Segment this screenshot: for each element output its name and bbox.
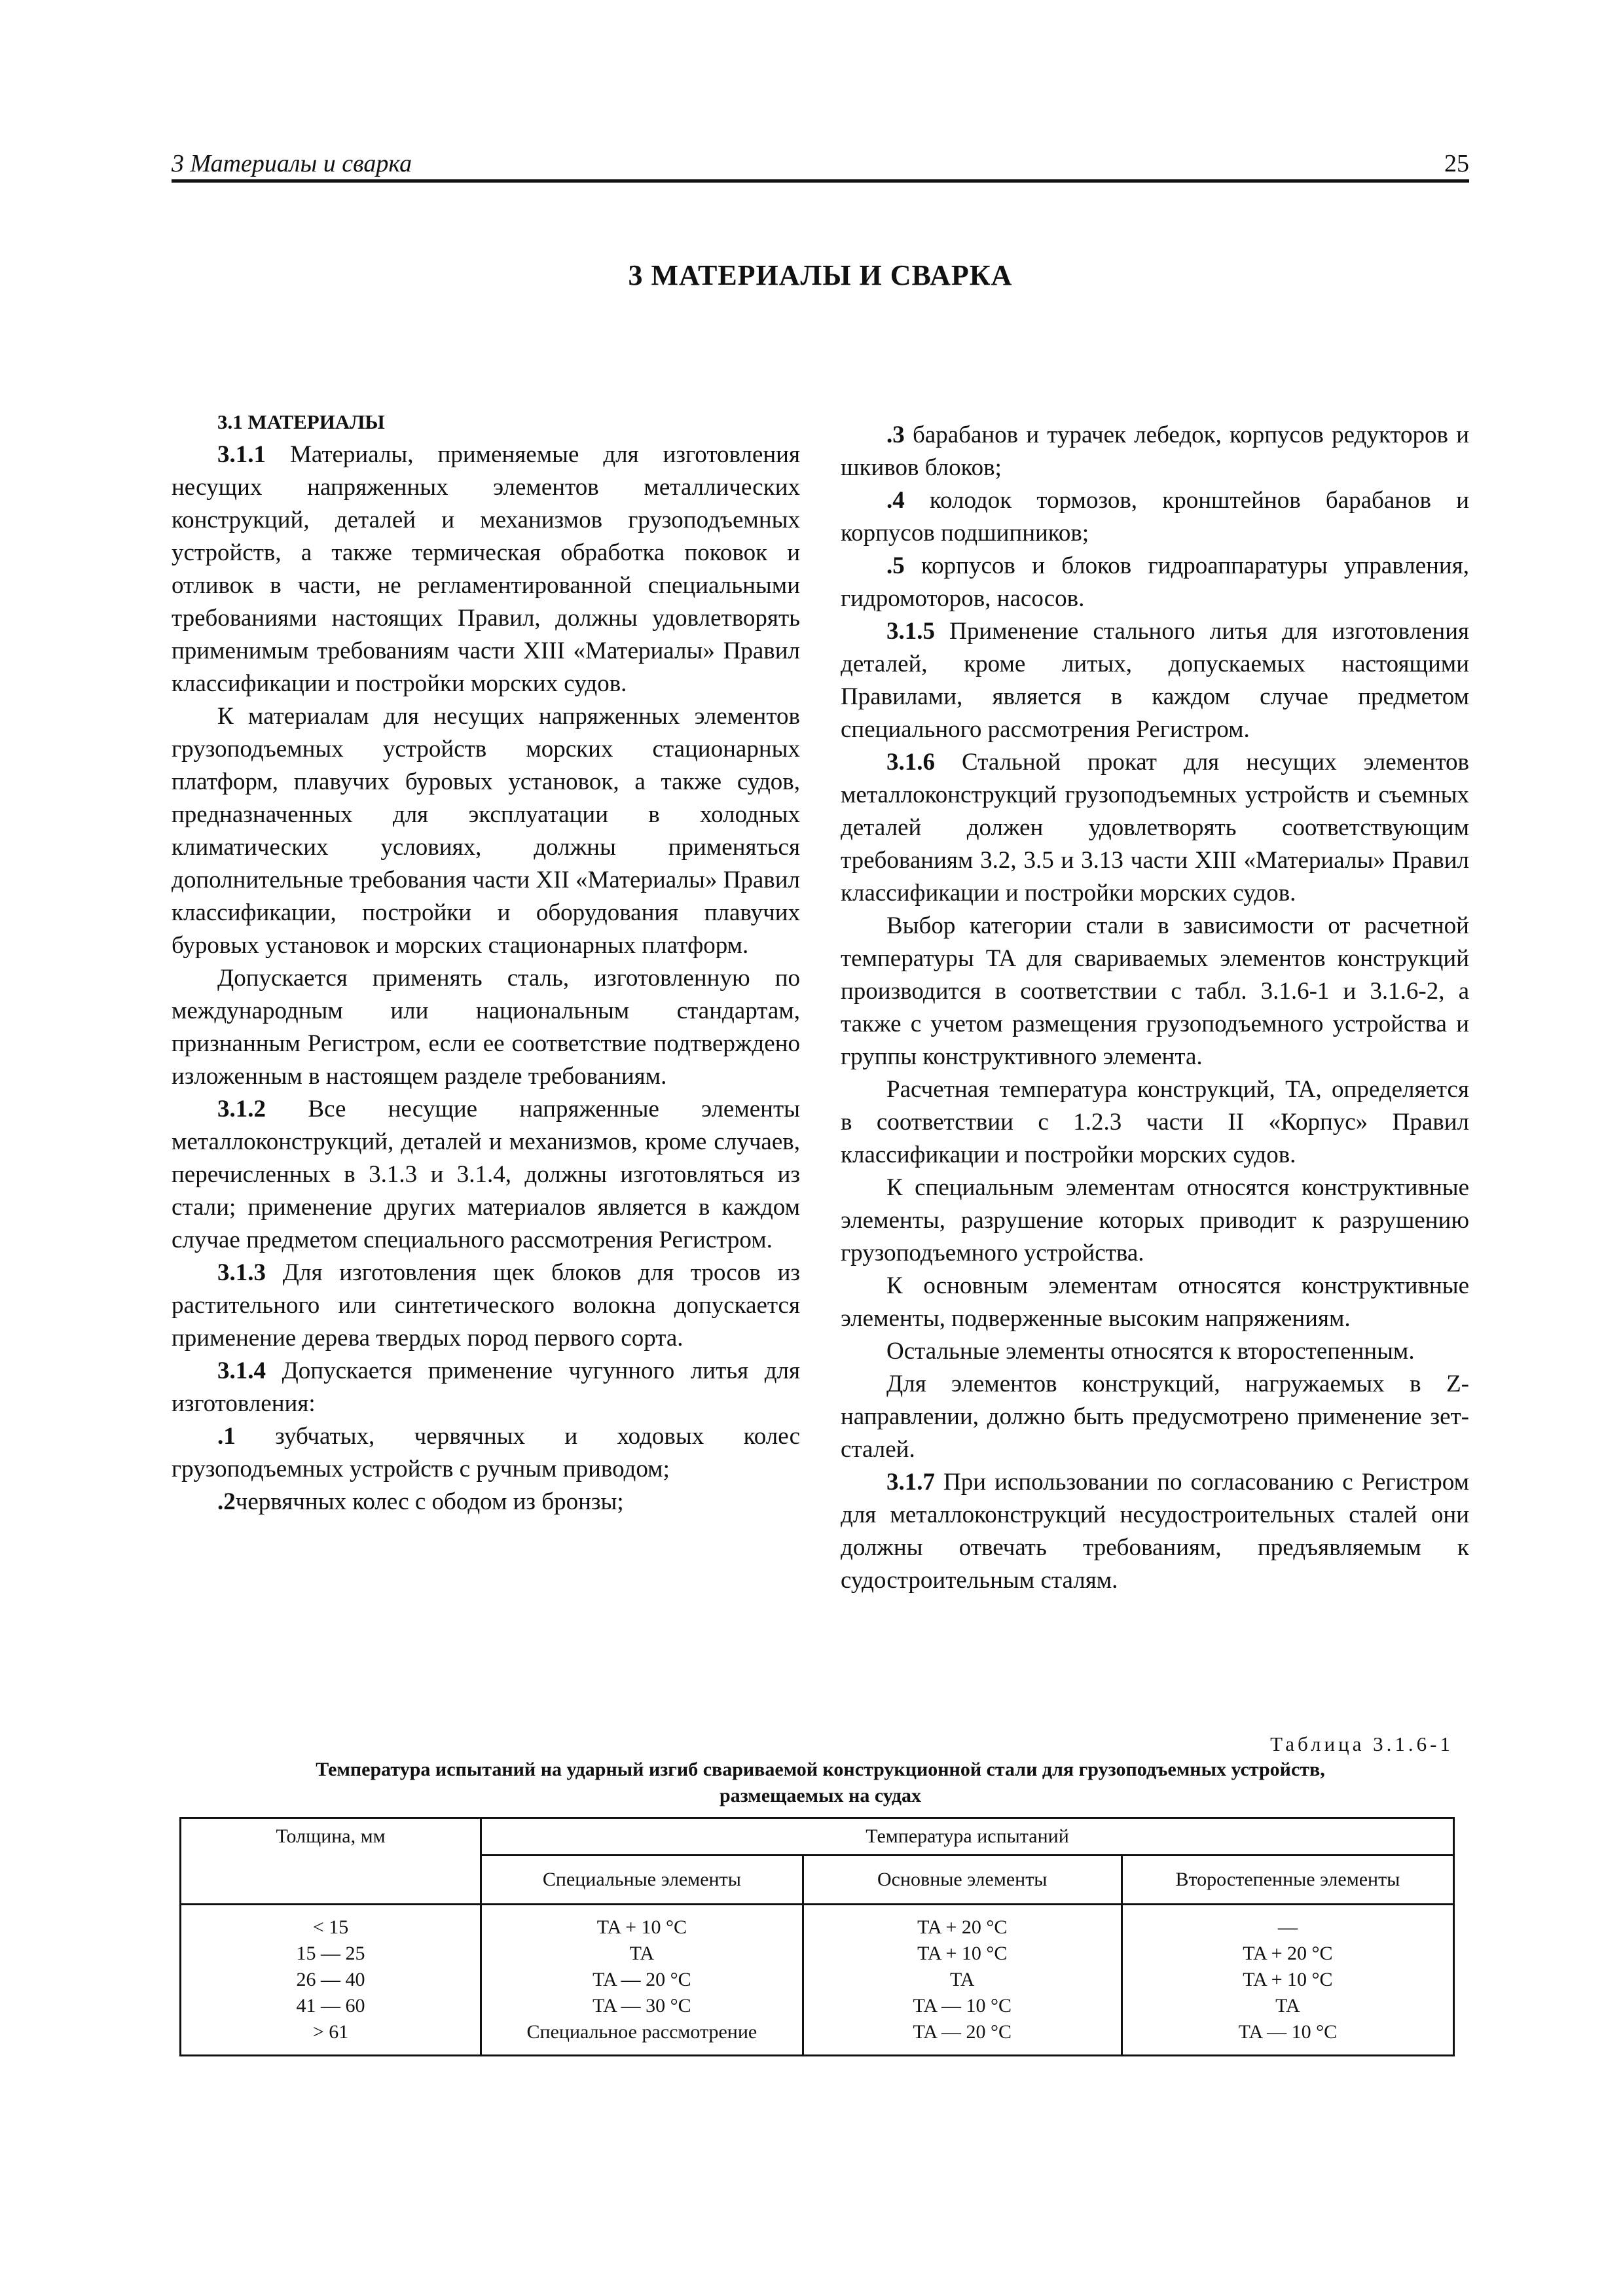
paragraph-3-1-3 — [172, 1257, 800, 1355]
item-text: корпусов и блоков гидроаппаратуры управления, гидромоторов, насосов. — [841, 552, 1469, 612]
clause-text: Применение стального литья для изготовления деталей, кроме литых, допускаемых настоящими Правилами, является в каждом случае предметом специального рассмотрения Регистром. — [841, 618, 1470, 743]
clause-number: 3.1.6 — [886, 749, 935, 776]
clause-number: 3.1.4 — [217, 1357, 266, 1384]
paragraph-3-1-1 — [172, 439, 800, 700]
table-cell: TA — 20 °C — [913, 2021, 1012, 2043]
table-cell: TA — 10 °C — [1238, 2021, 1338, 2043]
paragraph-3-1-6 — [841, 746, 1469, 910]
table-cell: TA — [1275, 1995, 1300, 2017]
table-body-row — [181, 1905, 1454, 2056]
subsection-title: 3.1 МАТЕРИАЛЫ — [217, 410, 385, 433]
main-elements-column — [803, 1905, 1122, 2056]
special-elements-column — [481, 1905, 803, 2056]
paragraph: К основным элементам относятся конструктивные элементы, подверженные высоким напряжениям. — [841, 1272, 1469, 1332]
running-header — [172, 145, 1469, 183]
table-cell: TA — [949, 1969, 975, 1990]
table-cell: TA + 20 °C — [1243, 1943, 1333, 1964]
item-number: .3 — [886, 422, 905, 448]
table-caption-line: Температура испытаний на ударный изгиб свариваемой конструкционной стали для грузоподъемных устройств, — [316, 1759, 1325, 1780]
item-text: колодок тормозов, кронштейнов барабанов и корпусов подшипников; — [841, 487, 1469, 547]
table-cell: — — [1277, 1916, 1298, 1938]
table-cell: 15 — 25 — [296, 1943, 365, 1964]
paragraph: Для элементов конструкций, нагружаемых в Z-направлении, должно быть предусмотрено применение зет-сталей. — [841, 1371, 1469, 1463]
clause-text: При использовании по согласованию с Регистром для металлоконструкций несудостроительных сталей они должны отвечать требованиям, предъявляемым к судостроительным сталям. — [841, 1469, 1469, 1594]
table-cell: TA + 10 °C — [917, 1943, 1008, 1964]
table-cell: TA + 10 °C — [596, 1916, 687, 1938]
header-special-elements: Специальные элементы — [481, 1856, 803, 1905]
clause-number: 3.1.1 — [217, 441, 266, 468]
header-secondary-elements: Второстепенные элементы — [1122, 1856, 1453, 1905]
list-item — [172, 1486, 800, 1518]
paragraph-3-1-2 — [172, 1093, 800, 1257]
test-temperature-table — [179, 1817, 1455, 2056]
paragraph: Остальные элементы относятся к второстепенным. — [886, 1338, 1415, 1365]
item-number: .5 — [886, 552, 905, 579]
list-item — [841, 550, 1469, 615]
table-cell: TA + 10 °C — [1243, 1969, 1333, 1990]
clause-text: Все несущие напряженные элементы металлоконструкций, деталей и механизмов, кроме случаев, перечисленных в 3.1.3 и 3.1.4, должны изготовляться из стали; применение других материалов является в каждом случае предметом специального рассмотрения Регистром. — [172, 1096, 801, 1253]
paragraph: Расчетная температура конструкций, TA, определяется в соответствии с 1.2.3 части II «Корпус» Правил классификации и постройки морских судов. — [841, 1076, 1469, 1168]
paragraph-3-1-7 — [841, 1466, 1469, 1597]
table-cell: Специальное рассмотрение — [526, 2021, 757, 2043]
clause-text: Материалы, применяемые для изготовления несущих напряженных элементов металлических конструкций, деталей и механизмов грузоподъемных устройств, а также термическая обработка поковок и отливок в части, не регламентированной специальными требованиями настоящих Правил, должны удовлетворять применимым требованиям части XIII «Материалы» Правил классификации и постройки морских судов. — [172, 441, 800, 697]
left-column — [172, 406, 800, 1518]
right-column — [841, 419, 1469, 1597]
clause-text: Стальной прокат для несущих элементов металлоконструкций грузоподъемных устройств и съемных деталей должен удовлетворять соответствующим требованиям 3.2, 3.5 и 3.13 части XIII «Материалы» Правил классификации и постройки морских судов. — [841, 749, 1469, 906]
item-text: червячных колес с ободом из бронзы; — [235, 1488, 624, 1515]
clause-text: Допускается применение чугунного литья для изготовления: — [172, 1357, 801, 1417]
running-header-section: 3 Материалы и сварка — [172, 150, 412, 177]
page-number: 25 — [1444, 150, 1469, 177]
table-cell: > 61 — [312, 2021, 349, 2043]
clause-number: 3.1.2 — [217, 1096, 266, 1122]
header-test-temperature: Температура испытаний — [481, 1818, 1454, 1856]
header-main-elements: Основные элементы — [803, 1856, 1122, 1905]
item-text: барабанов и турачек лебедок, корпусов редукторов и шкивов блоков; — [841, 422, 1469, 481]
table-caption-line: размещаемых на судах — [719, 1785, 922, 1806]
list-item — [841, 484, 1469, 550]
table-cell: TA — 20 °C — [593, 1969, 691, 1990]
secondary-elements-column — [1122, 1905, 1453, 2056]
paragraph: К специальным элементам относятся конструктивные элементы, разрушение которых приводит к разрушению грузоподъемного устройства. — [841, 1174, 1469, 1266]
item-number: .4 — [886, 487, 905, 514]
list-item — [841, 419, 1469, 484]
item-number: .1 — [217, 1423, 236, 1450]
table-cell: < 15 — [312, 1916, 349, 1938]
table-cell: 26 — 40 — [296, 1969, 365, 1990]
table-label: Таблица 3.1.6-1 — [1270, 1732, 1453, 1755]
table-cell: TA — [629, 1943, 655, 1964]
paragraph: К материалам для несущих напряженных элементов грузоподъемных устройств морских стационарных платформ, плавучих буровых установок, а также судов, предназначенных для эксплуатации в холодных климатических условиях, должны применяться дополнительные требования части XII «Материалы» Правил классификации, постройки и оборудования плавучих буровых установок и морских стационарных платформ. — [172, 703, 800, 959]
header-thickness: Толщина, мм — [181, 1818, 481, 1905]
table-cell: TA + 20 °C — [917, 1916, 1008, 1938]
item-text: зубчатых, червячных и ходовых колес грузоподъемных устройств с ручным приводом; — [172, 1423, 800, 1482]
thickness-column — [181, 1905, 481, 2056]
chapter-title: 3 МАТЕРИАЛЫ И СВАРКА — [628, 259, 1013, 291]
paragraph: Выбор категории стали в зависимости от расчетной температуры TA для свариваемых элементов конструкций производится в соответствии с табл. 3.1.6-1 и 3.1.6-2, а также с учетом размещения грузоподъемного устройства и группы конструктивного элемента. — [841, 912, 1469, 1070]
table-cell: TA — 30 °C — [593, 1995, 691, 2017]
clause-text: Для изготовления щек блоков для тросов из растительного или синтетического волокна допускается применение дерева твердых пород первого сорта. — [172, 1259, 801, 1352]
table-cell: 41 — 60 — [296, 1995, 365, 2017]
paragraph-3-1-4 — [172, 1355, 800, 1420]
item-number: .2 — [217, 1488, 236, 1515]
list-item — [172, 1420, 800, 1486]
paragraph-3-1-5 — [841, 615, 1469, 746]
clause-number: 3.1.5 — [886, 618, 935, 645]
clause-number: 3.1.3 — [217, 1259, 266, 1286]
table-caption — [172, 1757, 1469, 1809]
clause-number: 3.1.7 — [886, 1469, 935, 1496]
paragraph: Допускается применять сталь, изготовленную по международным или национальным стандартам, признанным Регистром, если ее соответствие подтверждено изложенным в настоящем разделе требованиям. — [172, 965, 800, 1090]
table-cell: TA — 10 °C — [913, 1995, 1012, 2017]
